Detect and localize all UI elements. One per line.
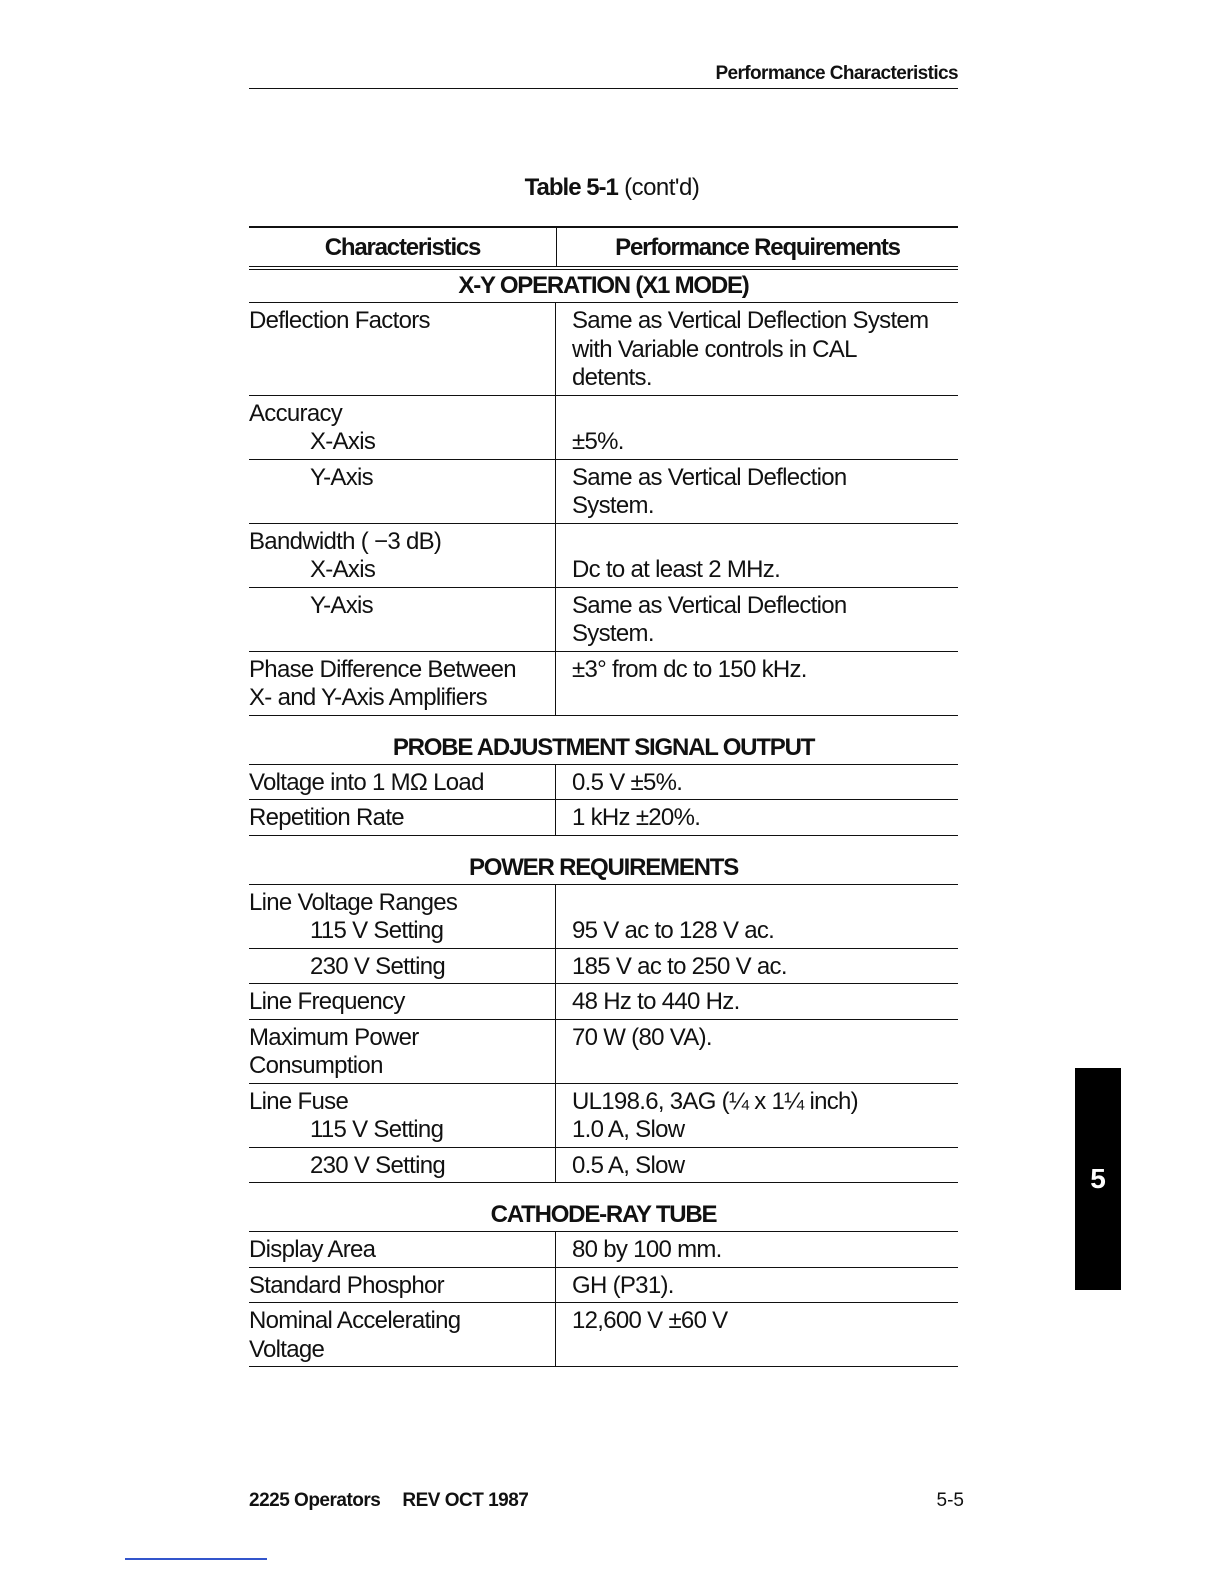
requirement-line: 48 Hz to 440 Hz. — [572, 988, 740, 1015]
table-row — [249, 460, 958, 524]
characteristic-line: Maximum Power — [249, 1023, 419, 1051]
section-title-cathode-ray-tube: CATHODE-RAY TUBE — [249, 1199, 958, 1232]
requirement-line: Same as Vertical Deflection System — [572, 307, 929, 334]
characteristic-line: Line Voltage Ranges — [249, 888, 458, 916]
footer-revision: REV OCT 1987 — [402, 1490, 529, 1511]
column-header-characteristics: Characteristics — [249, 228, 557, 266]
footer-left — [249, 1490, 528, 1512]
requirement-line: detents. — [572, 364, 652, 391]
characteristic-line: Bandwidth ( −3 dB) — [249, 527, 442, 555]
requirement-line: 0.5 A, Slow — [572, 1151, 685, 1179]
requirement-line: with Variable controls in CAL — [572, 335, 857, 363]
characteristic-line: 115 V Setting — [310, 1116, 444, 1143]
requirement-line: 1.0 A, Slow — [572, 1116, 685, 1143]
requirement-cell — [556, 524, 958, 587]
table-row — [249, 1303, 958, 1367]
characteristic-line: Line Fuse — [249, 1087, 349, 1115]
requirement-line: Same as Vertical Deflection — [572, 591, 847, 619]
characteristic-cell — [249, 949, 556, 984]
table-row — [249, 949, 958, 985]
requirement-line — [572, 400, 958, 429]
requirement-cell — [556, 949, 958, 984]
requirement-line: 95 V ac to 128 V ac. — [572, 917, 775, 944]
requirement-line: 12,600 V ±60 V — [572, 1307, 728, 1334]
page-number: 5-5 — [936, 1490, 964, 1511]
characteristic-line: Nominal Accelerating — [249, 1307, 461, 1334]
requirement-line — [572, 528, 958, 557]
characteristic-line: Voltage into 1 MΩ Load — [249, 768, 484, 796]
requirement-cell — [556, 765, 958, 800]
running-header: Performance Characteristics — [249, 60, 958, 89]
section-title-probe-adjustment: PROBE ADJUSTMENT SIGNAL OUTPUT — [249, 732, 958, 765]
characteristic-cell — [249, 1020, 556, 1083]
section-title-power-requirements: POWER REQUIREMENTS — [249, 852, 958, 885]
requirement-cell — [556, 1232, 958, 1267]
table-row — [249, 1020, 958, 1084]
characteristic-line: X-Axis — [310, 428, 376, 455]
characteristic-line: Deflection Factors — [249, 307, 430, 334]
characteristic-cell — [249, 1084, 556, 1147]
characteristic-line: Voltage — [249, 1335, 325, 1363]
characteristic-cell — [249, 588, 556, 651]
requirement-line: UL198.6, 3AG (¼ x 1¼ inch) — [572, 1087, 858, 1115]
characteristic-cell — [249, 1303, 556, 1366]
requirement-cell — [556, 885, 958, 948]
characteristic-cell — [249, 984, 556, 1019]
table-column-headers — [249, 226, 958, 270]
characteristic-line: Standard Phosphor — [249, 1271, 444, 1299]
table-row — [249, 1268, 958, 1304]
section-rows-xy-operation — [249, 303, 958, 716]
table-row — [249, 1084, 958, 1148]
requirement-line: 185 V ac to 250 V ac. — [572, 952, 787, 980]
requirement-line: ±3° from dc to 150 kHz. — [572, 655, 807, 683]
requirement-line: 0.5 V ±5%. — [572, 768, 683, 796]
characteristic-line: Display Area — [249, 1236, 376, 1263]
requirement-cell — [556, 588, 958, 651]
table-row — [249, 984, 958, 1020]
characteristic-line: Consumption — [249, 1052, 383, 1079]
characteristic-cell — [249, 303, 556, 395]
section-title-xy-operation: X-Y OPERATION (X1 MODE) — [249, 270, 958, 303]
table-row — [249, 396, 958, 460]
characteristic-cell — [249, 396, 556, 459]
table-row — [249, 524, 958, 588]
characteristic-line: Phase Difference Between — [249, 655, 516, 683]
characteristic-cell — [249, 524, 556, 587]
requirement-line — [572, 889, 958, 918]
requirement-line: System. — [572, 492, 654, 519]
requirement-cell — [556, 1084, 958, 1147]
requirement-cell — [556, 984, 958, 1019]
characteristic-line: X- and Y-Axis Amplifiers — [249, 684, 487, 711]
characteristic-line: 230 V Setting — [310, 1151, 446, 1179]
table-row — [249, 588, 958, 652]
characteristic-cell — [249, 652, 556, 715]
table-row — [249, 1232, 958, 1268]
requirement-line: 1 kHz ±20%. — [572, 804, 701, 831]
requirement-line: ±5%. — [572, 428, 624, 455]
section-rows-probe-adjustment — [249, 765, 958, 836]
table-row — [249, 303, 958, 396]
table-row — [249, 652, 958, 716]
table-title — [0, 174, 1224, 202]
characteristic-line: Y-Axis — [310, 463, 373, 491]
requirement-cell — [556, 1268, 958, 1303]
requirement-line: GH (P31). — [572, 1271, 674, 1299]
characteristic-line: X-Axis — [310, 556, 376, 583]
scan-artifact-line — [125, 1558, 267, 1560]
characteristic-line: 230 V Setting — [310, 952, 446, 980]
characteristic-cell — [249, 885, 556, 948]
requirement-line: System. — [572, 620, 654, 647]
characteristic-cell — [249, 1232, 556, 1267]
requirement-line: Same as Vertical Deflection — [572, 463, 847, 491]
characteristic-cell — [249, 800, 556, 835]
table-row — [249, 885, 958, 949]
characteristic-cell — [249, 765, 556, 800]
requirement-line: Dc to at least 2 MHz. — [572, 556, 781, 583]
characteristic-cell — [249, 460, 556, 523]
requirement-cell — [556, 800, 958, 835]
requirement-cell — [556, 1303, 958, 1366]
characteristic-line: Accuracy — [249, 399, 343, 427]
requirement-cell — [556, 303, 958, 395]
requirement-cell — [556, 1148, 958, 1183]
requirement-cell — [556, 1020, 958, 1083]
section-rows-power-requirements — [249, 885, 958, 1184]
table-row — [249, 1148, 958, 1184]
characteristic-line: Repetition Rate — [249, 804, 404, 831]
requirement-line: 70 W (80 VA). — [572, 1023, 712, 1051]
characteristic-line: Y-Axis — [310, 591, 373, 619]
table-row — [249, 765, 958, 801]
requirement-cell — [556, 652, 958, 715]
column-header-performance-requirements: Performance Requirements — [615, 234, 900, 261]
characteristic-cell — [249, 1268, 556, 1303]
characteristic-cell — [249, 1148, 556, 1183]
requirement-line: 80 by 100 mm. — [572, 1236, 722, 1263]
requirement-cell — [556, 460, 958, 523]
table-label: Table 5-1 — [524, 174, 618, 201]
table-label-suffix: (cont'd) — [617, 174, 700, 201]
characteristic-line: Line Frequency — [249, 988, 405, 1015]
characteristic-line: 115 V Setting — [310, 917, 444, 944]
footer-manual: 2225 Operators — [249, 1490, 381, 1511]
requirement-cell — [556, 396, 958, 459]
table-row — [249, 800, 958, 836]
spec-table — [249, 226, 958, 1367]
section-rows-cathode-ray-tube — [249, 1232, 958, 1367]
chapter-tab: 5 — [1075, 1068, 1121, 1290]
